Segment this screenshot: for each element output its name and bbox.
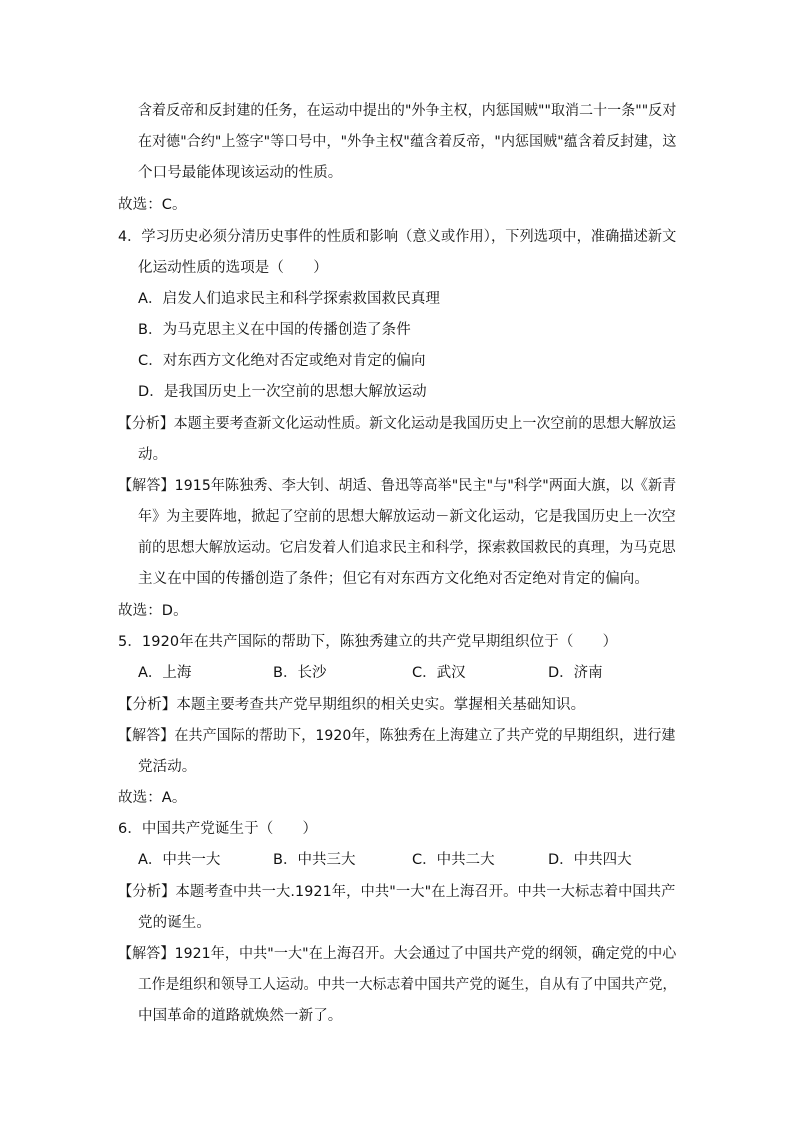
q5-analysis: 【分析】本题主要考查共产党早期组织的相关史实。掌握相关基础知识。 [118, 697, 586, 713]
q6-stem: 6．中国共产党诞生于（ ） [118, 821, 318, 837]
q6-option-d: D．中共四大 [548, 852, 632, 868]
q4-answer-line-3: 前的思想大解放运动。它启发着人们追求民主和科学，探索救国救民的真理，为马克思 [138, 540, 676, 556]
q6-answer-line-2: 工作是组织和领导工人运动。中共一大标志着中国共产党的诞生，自从有了中国共产党， [138, 977, 677, 993]
q4-conclusion: 故选：D。 [118, 603, 188, 619]
q3-explanation-line-2: 在对德"合约"上签字"等口号中，"外争主权"蕴含着反帝，"内惩国贼"蕴含着反封建，这 [138, 134, 677, 150]
q4-analysis-line-1: 【分析】本题主要考查新文化运动性质。新文化运动是我国历史上一次空前的思想大解放运 [118, 416, 677, 432]
q4-option-b: B．为马克思主义在中国的传播创造了条件 [138, 322, 411, 338]
q5-option-a: A．上海 [138, 665, 192, 681]
q3-explanation-line-1: 含着反帝和反封建的任务，在运动中提出的"外争主权，内惩国贼""取消二十一条""反对 [138, 103, 677, 119]
q4-option-a: A．启发人们追求民主和科学探索救国救民真理 [138, 291, 441, 307]
q4-option-d: D．是我国历史上一次空前的思想大解放运动 [138, 384, 427, 400]
q6-analysis-line-2: 党的诞生。 [138, 915, 211, 931]
q5-option-b: B．长沙 [273, 665, 327, 681]
q4-analysis-line-2: 动。 [138, 447, 168, 463]
q6-answer-line-3: 中国革命的道路就焕然一新了。 [138, 1008, 343, 1024]
q5-answer-line-2: 党活动。 [138, 759, 197, 775]
q5-conclusion: 故选：A。 [118, 790, 187, 806]
q6-analysis-line-1: 【分析】本题考查中共一大.1921年，中共"一大"在上海召开。中共一大标志着中国共产 [118, 884, 676, 900]
q5-option-c: C．武汉 [412, 665, 466, 681]
q4-answer-line-4: 主义在中国的传播创造了条件；但它有对东西方文化绝对否定绝对肯定的偏向。 [138, 571, 649, 587]
q3-conclusion: 故选：C。 [118, 197, 187, 213]
q4-answer-line-2: 年》为主要阵地，掀起了空前的思想大解放运动－新文化运动，它是我国历史上一次空 [138, 509, 676, 525]
q4-answer-line-1: 【解答】1915年陈独秀、李大钊、胡适、鲁迅等高举"民主"与"科学"两面大旗，以《新青 [118, 478, 677, 494]
q4-stem-line-2: 化运动性质的选项是（ ） [138, 260, 328, 276]
q6-answer-line-1: 【解答】1921年，中共"一大"在上海召开。大会通过了中国共产党的纲领，确定党的中心 [118, 946, 677, 962]
q5-stem: 5．1920年在共产国际的帮助下，陈独秀建立的共产党早期组织位于（ ） [118, 634, 618, 650]
q4-option-c: C．对东西方文化绝对否定或绝对肯定的偏向 [138, 353, 426, 369]
q6-option-b: B．中共三大 [273, 852, 356, 868]
q5-option-d: D．济南 [548, 665, 603, 681]
q6-option-a: A．中共一大 [138, 852, 221, 868]
q4-stem-line-1: 4．学习历史必须分清历史事件的性质和影响（意义或作用），下列选项中，准确描述新文 [118, 229, 677, 245]
q6-option-c: C．中共二大 [412, 852, 495, 868]
q5-answer-line-1: 【解答】在共产国际的帮助下，1920年，陈独秀在上海建立了共产党的早期组织，进行建 [118, 728, 676, 744]
q3-explanation-line-3: 个口号最能体现该运动的性质。 [138, 165, 343, 181]
